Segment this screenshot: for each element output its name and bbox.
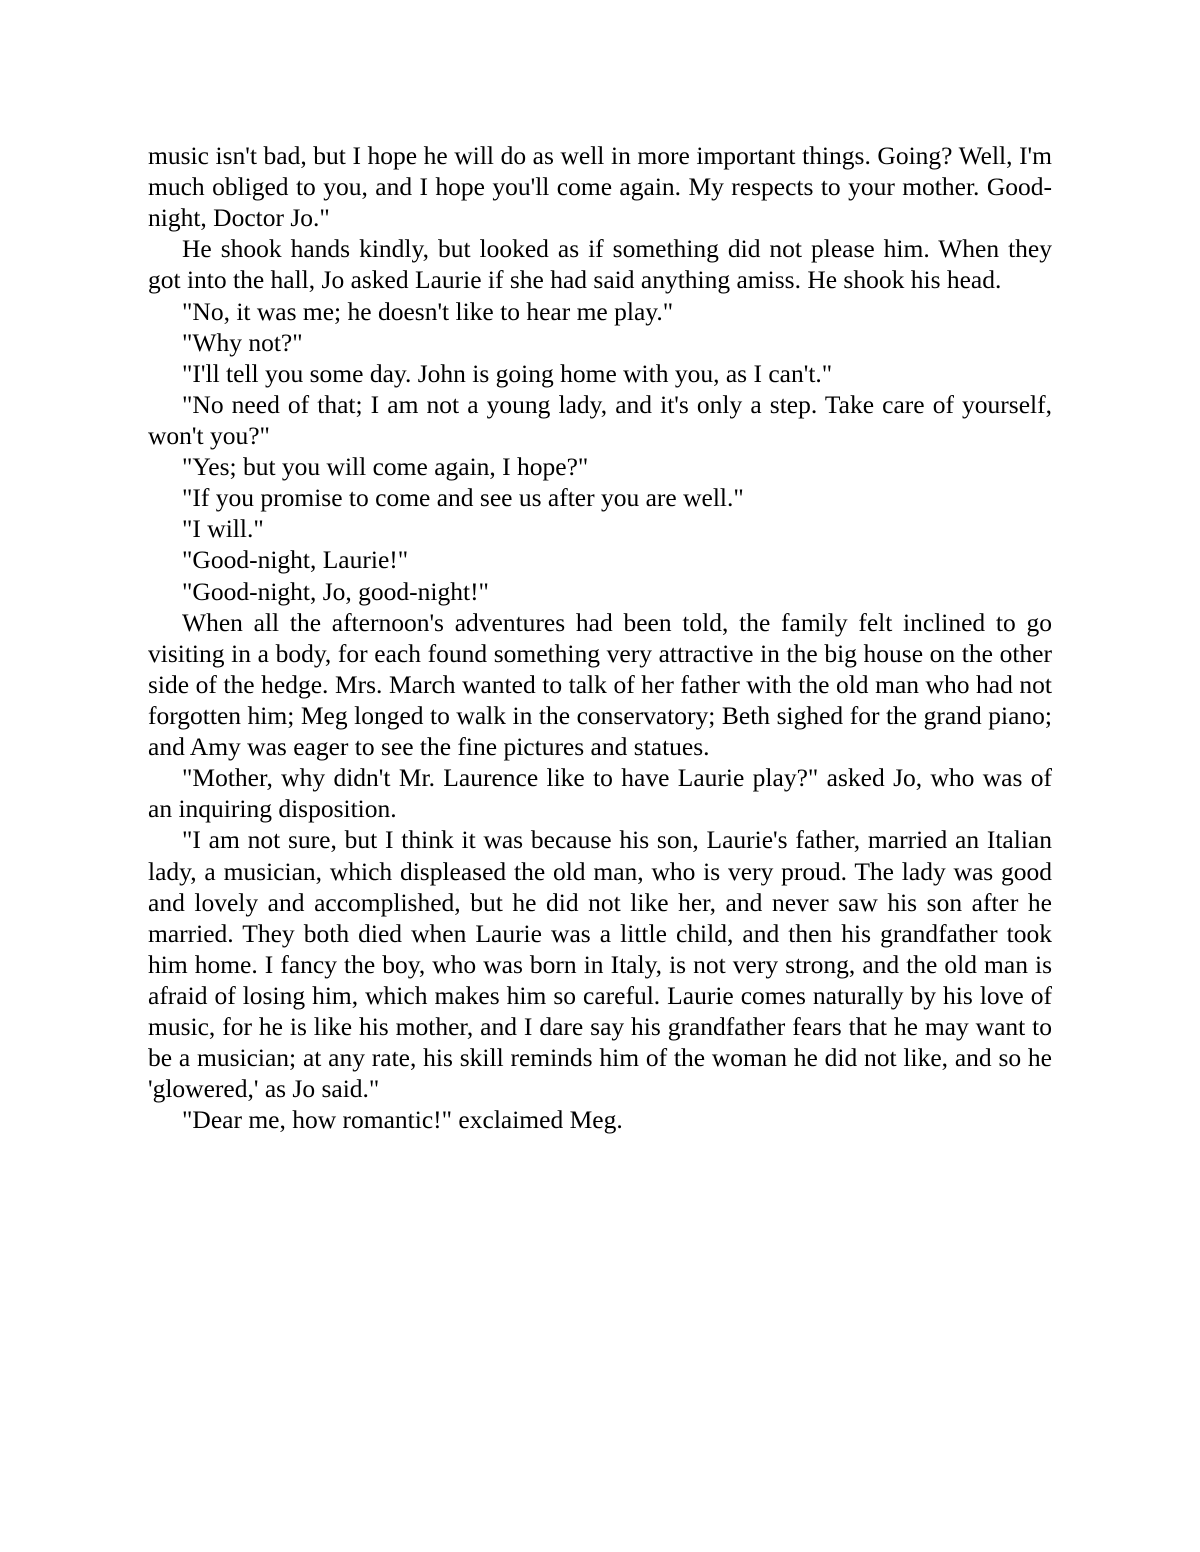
dialogue-line: "No, it was me; he doesn't like to hear me play." <box>182 296 674 326</box>
dialogue-line: "If you promise to come and see us after you are well." <box>182 483 744 513</box>
paragraph: "Mother, why didn't Mr. Laurence like to have Laurie play?" asked Jo, who was of an inquiring disposition. <box>148 763 1052 824</box>
dialogue-line: "Why not?" <box>182 327 303 357</box>
dialogue-line: "Yes; but you will come again, I hope?" <box>182 452 589 482</box>
dialogue-line: "I will." <box>182 514 264 544</box>
dialogue-line: "Dear me, how romantic!" exclaimed Meg. <box>182 1105 623 1135</box>
dialogue-line: "Good-night, Laurie!" <box>182 545 409 575</box>
dialogue-line: "Good-night, Jo, good-night!" <box>182 576 489 606</box>
dialogue-paragraph: "No need of that; I am not a young lady, and it's only a step. Take care of yourself, won't you?" <box>148 389 1052 450</box>
paragraph-continuation: music isn't bad, but I hope he will do as well in more important things. Going? Well, I'm much obliged to you, and I hope you'll come again. My respects to your mother. Good-night, Doctor Jo." <box>148 141 1052 233</box>
page-text-column <box>148 140 1052 1136</box>
paragraph: "I am not sure, but I think it was because his son, Laurie's father, married an Italian lady, a musician, which displeased the old man, who is very proud. The lady was good and lovely and accomplished, but he did not like her, and never saw his son after he married. They both died when Laurie was a little child, and then his grandfather took him home. I fancy the boy, who was born in Italy, is not very strong, and the old man is afraid of losing him, which makes him so careful. Laurie comes naturally by his love of music, for he is like his mother, and I dare say his grandfather fears that he may want to be a musician; at any rate, his skill reminds him of the woman he did not like, and so he 'glowered,' as Jo said." <box>148 825 1052 1104</box>
paragraph: When all the afternoon's adventures had been told, the family felt inclined to go visiting in a body, for each found something very attractive in the big house on the other side of the hedge. Mrs. March wanted to talk of her father with the old man who had not forgotten him; Meg longed to walk in the conservatory; Beth sighed for the grand piano; and Amy was eager to see the fine pictures and statues. <box>148 607 1052 762</box>
dialogue-line: "I'll tell you some day. John is going home with you, as I can't." <box>182 358 833 388</box>
paragraph: He shook hands kindly, but looked as if something did not please him. When they got into the hall, Jo asked Laurie if she had said anything amiss. He shook his head. <box>148 234 1052 295</box>
